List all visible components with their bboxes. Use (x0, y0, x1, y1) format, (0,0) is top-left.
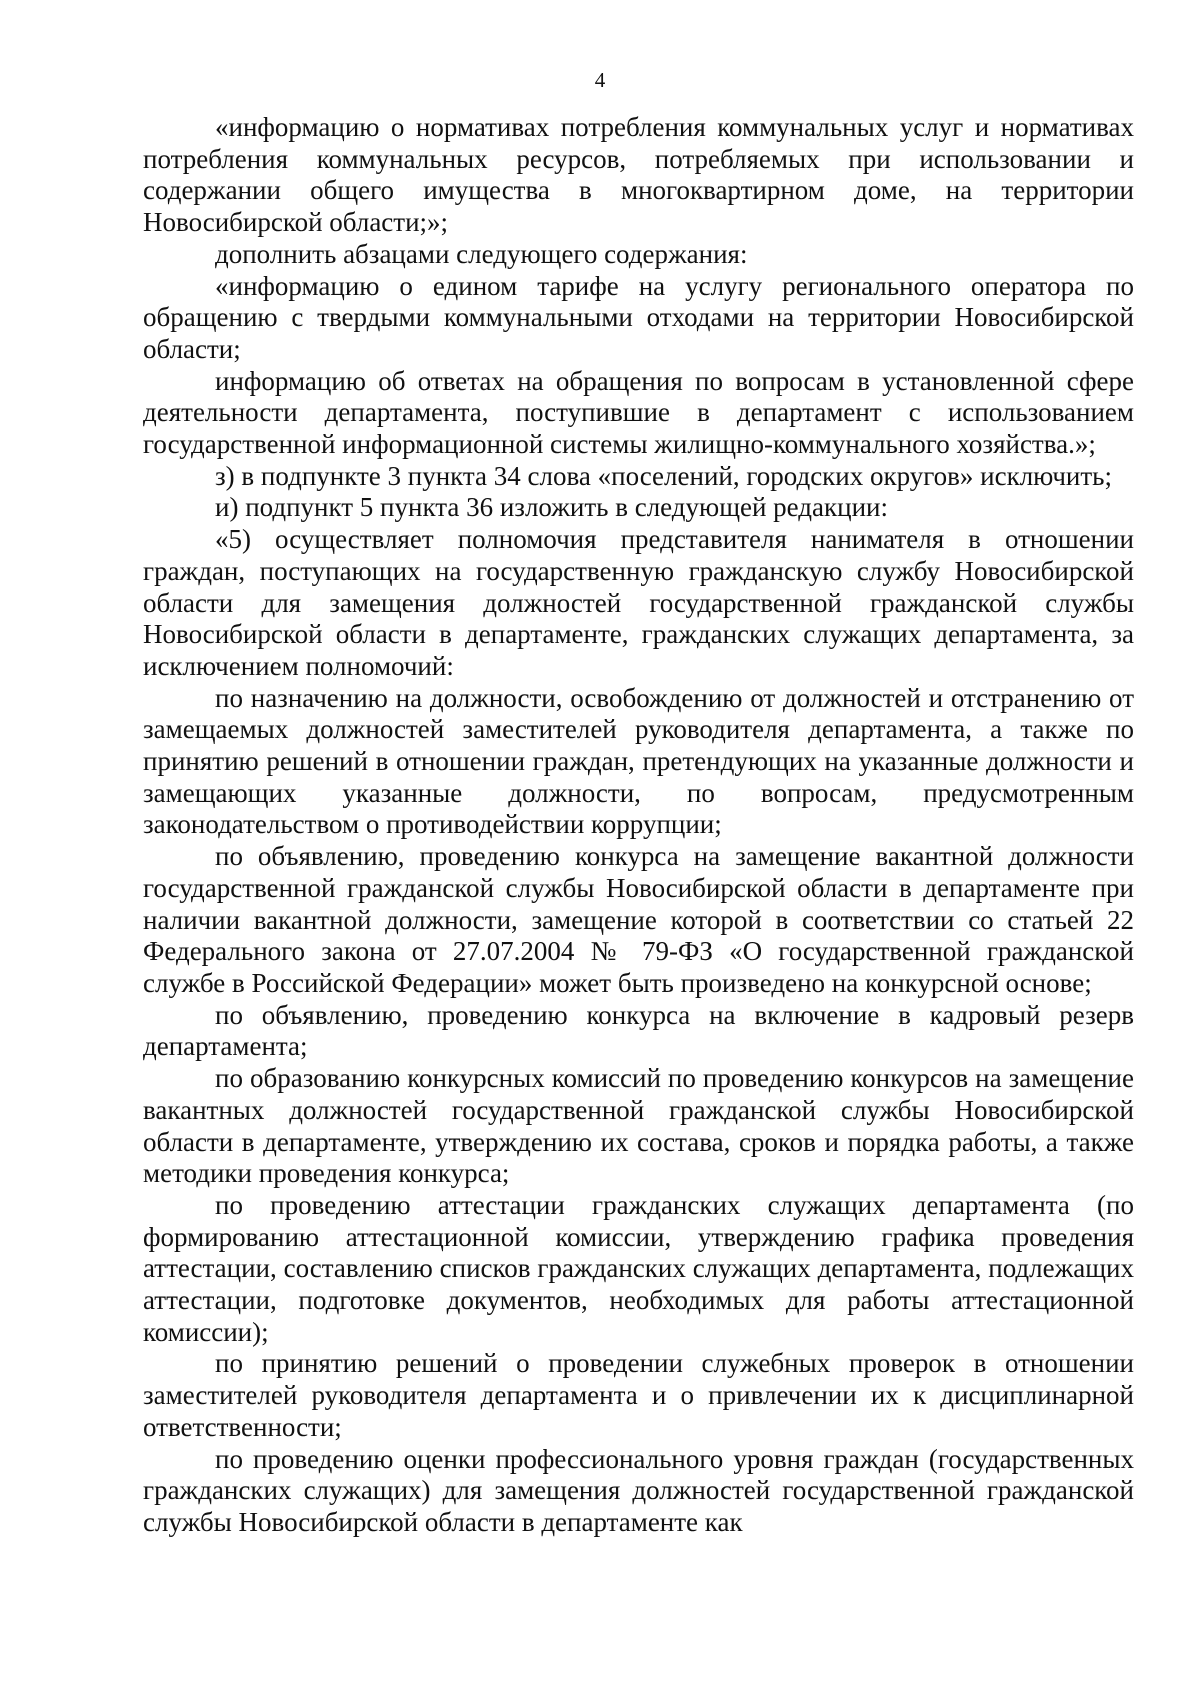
paragraph: «информацию о едином тарифе на услугу регионального оператора по обращению с твердыми коммунальными отходами на территории Новосибирской области; (143, 270, 1134, 364)
paragraph: «5) осуществляет полномочия представителя нанимателя в отношении граждан, поступающих на государственную гражданскую службу Новосибирской области для замещения должностей государственной гражданской службы Новосибирской области в департаменте, гражданских служащих департамента, за исключением полномочий: (143, 524, 1134, 681)
page-number: 4 (594, 68, 606, 92)
paragraph: з) в подпункте 3 пункта 34 слова «поселений, городских округов» исключить; (215, 460, 1112, 491)
paragraph: по назначению на должности, освобождению от должностей и отстранению от замещаемых должностей заместителей руководителя департамента, а также по принятию решений в отношении граждан, претендующих на указанные должности и замещающих указанные должности, по вопросам, предусмотренным законодательством о противодействии коррупции; (143, 682, 1134, 840)
paragraph: информацию об ответах на обращения по вопросам в установленной сфере деятельности департамента, поступившие в департамент с использованием государственной информационной системы жилищно-коммунального хозяйства.»; (143, 365, 1134, 460)
paragraph: и) подпункт 5 пункта 36 изложить в следующей редакции: (215, 492, 888, 523)
paragraph: по принятию решений о проведении служебных проверок в отношении заместителей руководителя департамента и о привлечении их к дисциплинарной ответственности; (143, 1348, 1134, 1442)
paragraph: по объявлению, проведению конкурса на замещение вакантной должности государственной гражданской службы Новосибирской области в департаменте при наличии вакантной должности, замещение которой в соответствии со статьей 22 Федерального закона от 27.07.2004 № 79-ФЗ «О государственной гражданской службе в Российской Федерации» может быть произведено на конкурсной основе; (143, 841, 1134, 998)
paragraph: по проведению аттестации гражданских служащих департамента (по формированию аттестационной комиссии, утверждению графика проведения аттестации, составлению списков гражданских служащих департамента, подлежащих аттестации, подготовке документов, необходимых для работы аттестационной комиссии); (143, 1189, 1134, 1347)
paragraph: по объявлению, проведению конкурса на включение в кадровый резерв департамента; (143, 999, 1134, 1062)
paragraph: по проведению оценки профессионального уровня граждан (государственных гражданских служащих) для замещения должностей государственной гражданской службы Новосибирской области в департаменте как (143, 1443, 1134, 1537)
paragraph: дополнить абзацами следующего содержания: (215, 238, 748, 269)
document-body (143, 112, 1134, 1539)
paragraph: «информацию о нормативах потребления коммунальных услуг и нормативах потребления коммунальных ресурсов, потребляемых при использовании и содержании общего имущества в многоквартирном доме, на территории Новосибирской области;»; (143, 112, 1134, 238)
paragraph: по образованию конкурсных комиссий по проведению конкурсов на замещение вакантных должностей государственной гражданской службы Новосибирской области в департаменте, утверждению их состава, сроков и порядка работы, а также методики проведения конкурса; (143, 1063, 1134, 1189)
